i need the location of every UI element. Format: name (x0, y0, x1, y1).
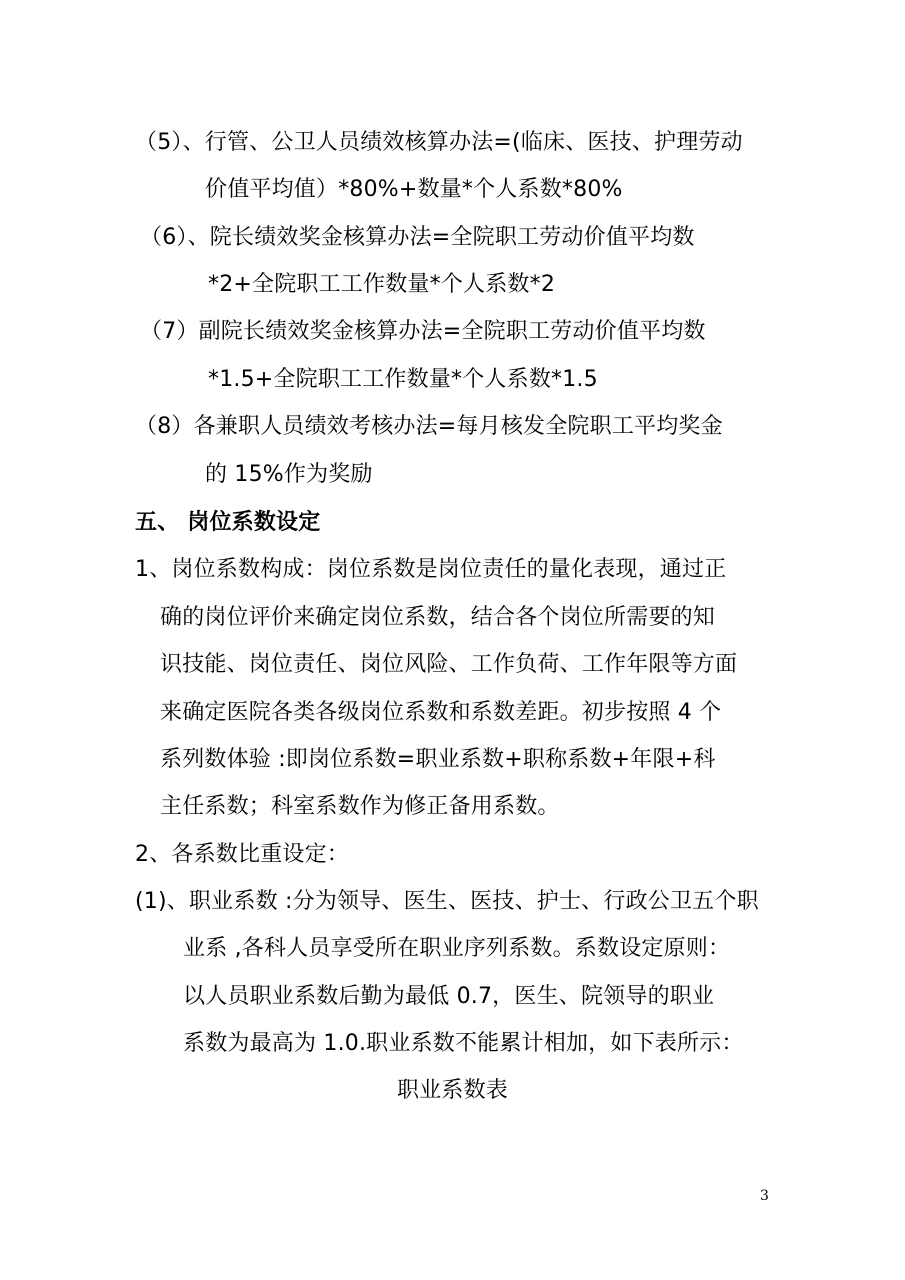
formula-6-line-2: *2+全院职工工作数量*个人系数*2 (208, 272, 556, 297)
formula-5-line-2: 价值平均值）*80%+数量*个人系数*80% (205, 177, 623, 202)
formula-8-line-1: （8）各兼职人员绩效考核办法=每月核发全院职工平均奖金 (135, 414, 723, 439)
item-1-line-5: 系列数体验 :即岗位系数=职业系数+职称系数+年限+科 (160, 747, 716, 772)
formula-6-line-1: （6）、院长绩效奖金核算办法=全院职工劳动价值平均数 (140, 225, 695, 250)
formula-8-line-2: 的 15%作为奖励 (205, 462, 373, 487)
sub-item-1-line-3: 以人员职业系数后勤为最低 0.7，医生、院领导的职业 (183, 984, 715, 1009)
sub-item-1-line-1: (1)、职业系数 :分为领导、医生、医技、护士、行政公卫五个职 (135, 889, 759, 914)
item-1-line-3: 识技能、岗位责任、岗位风险、工作负荷、工作年限等方面 (160, 652, 738, 677)
sub-item-1-line-4: 系数为最高为 1.0.职业系数不能累计相加，如下表所示： (183, 1031, 744, 1056)
formula-5-line-1: （5）、行管、公卫人员绩效核算办法=(临床、医技、护理劳动 (135, 130, 743, 155)
sub-item-1-line-2: 业系 ,各科人员享受所在职业序列系数。系数设定原则： (183, 936, 731, 961)
item-1-line-2: 确的岗位评价来确定岗位系数，结合各个岗位所需要的知 (160, 605, 716, 630)
formula-7-line-2: *1.5+全院职工工作数量*个人系数*1.5 (208, 367, 598, 392)
section-heading: 五、 岗位系数设定 (135, 510, 321, 535)
item-1-line-4: 来确定医院各类各级岗位系数和系数差距。初步按照 4 个 (160, 700, 722, 725)
table-caption: 职业系数表 (396, 1078, 508, 1103)
item-1-line-1: 1、岗位系数构成：岗位系数是岗位责任的量化表现，通过正 (135, 557, 727, 582)
item-1-line-6: 主任系数；科室系数作为修正备用系数。 (160, 794, 560, 819)
item-2-line: 2、各系数比重设定： (135, 842, 349, 867)
page-number: 3 (760, 1188, 769, 1204)
formula-7-line-1: （7）副院长绩效奖金核算办法=全院职工劳动价值平均数 (140, 319, 706, 344)
